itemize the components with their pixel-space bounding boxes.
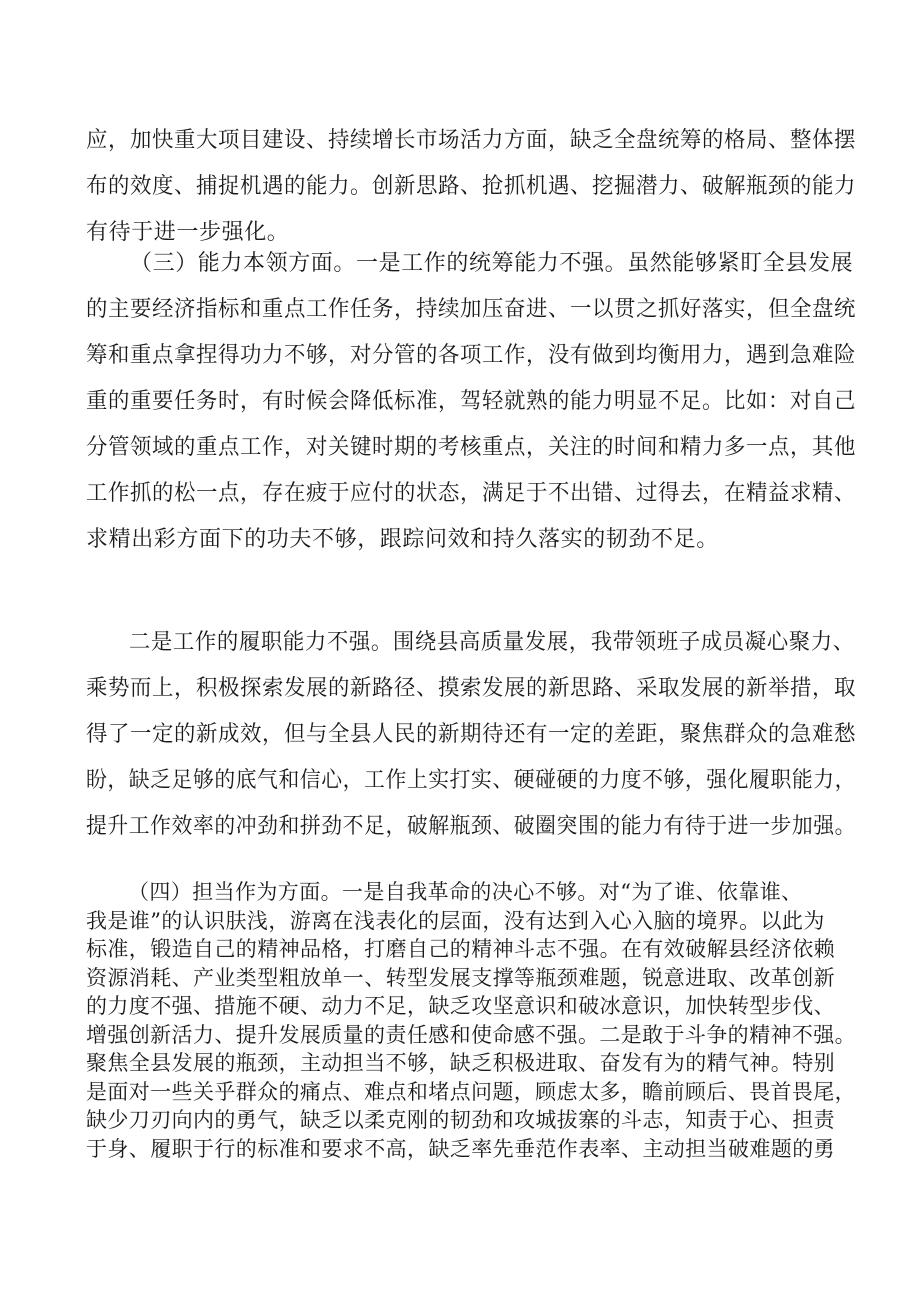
paragraph-line: （四）担当作为方面。一是自我革命的决心不够。对“为了谁、依靠谁、 [128, 880, 803, 904]
paragraph-line: 缺少刀刃向内的勇气，缺乏以柔克刚的韧劲和攻城拔寨的斗志，知责于心、担责 [86, 1108, 835, 1132]
paragraph-line: 分管领域的重点工作，对关键时期的考核重点，关注的时间和精力多一点，其他 [86, 435, 856, 460]
paragraph-4 [86, 878, 856, 1163]
paragraph-line: （三）能力本领方面。一是工作的统筹能力不强。虽然能够紧盯全县发展 [130, 251, 854, 276]
paragraph-line: 二是工作的履职能力不强。围绕县高质量发展，我带领班子成员凝心聚力、 [128, 630, 855, 655]
paragraph-line: 布的效度、捕捉机遇的能力。创新思路、抢抓机遇、挖掘潜力、破解瓶颈的能力 [86, 174, 856, 199]
paragraph-2 [86, 241, 856, 563]
paragraph-line: 于身、履职于行的标准和要求不高，缺乏率先垂范作表率、主动担当破难题的勇 [86, 1136, 835, 1161]
paragraph-line: 聚焦全县发展的瓶颈，主动担当不够，缺乏积极进取、奋发有为的精气神。特别 [86, 1051, 835, 1075]
paragraph-line: 筹和重点拿捏得功力不够，对分管的各项工作，没有做到均衡用力，遇到急难险 [86, 343, 856, 368]
paragraph-line: 乘势而上，积极探索发展的新路径、摸索发展的新思路、采取发展的新举措，取 [86, 676, 856, 701]
paragraph-1 [86, 118, 856, 256]
paragraph-line: 资源消耗、产业类型粗放单一、转型发展支撑等瓶颈难题，锐意进取、改革创新 [86, 965, 835, 990]
paragraph-line: 增强创新活力、提升发展质量的责任感和使命感不强。二是敢于斗争的精神不强。 [86, 1022, 857, 1047]
paragraph-line: 重的重要任务时，有时候会降低标准，驾轻就熟的能力明显不足。比如：对自己 [86, 389, 856, 414]
paragraph-line: 有待于进一步强化。 [86, 220, 290, 245]
paragraph-line: 我是谁”的认识肤浅，游离在浅表化的层面，没有达到入心入脑的境界。以此为 [86, 908, 825, 933]
paragraph-line: 标准，锻造自己的精神品格，打磨自己的精神斗志不强。在有效破解县经济依赖 [86, 937, 835, 961]
paragraph-line: 盼，缺乏足够的底气和信心，工作上实打实、硬碰硬的力度不够，强化履职能力， [86, 768, 856, 793]
paragraph-line: 提升工作效率的冲劲和拼劲不足，破解瓶颈、破圈突围的能力有待于进一步加强。 [86, 814, 856, 839]
paragraph-3 [86, 620, 856, 850]
paragraph-line: 的力度不强、措施不硬、动力不足，缺乏攻坚意识和破冰意识，加快转型步伐、 [86, 994, 835, 1018]
paragraph-line: 的主要经济指标和重点工作任务，持续加压奋进、一以贯之抓好落实，但全盘统 [86, 297, 856, 322]
paragraph-line: 应，加快重大项目建设、持续增长市场活力方面，缺乏全盘统筹的格局、整体摆 [86, 128, 856, 153]
paragraph-line: 是面对一些关乎群众的痛点、难点和堵点问题，顾虑太多，瞻前顾后、畏首畏尾， [86, 1079, 857, 1104]
paragraph-line: 工作抓的松一点，存在疲于应付的状态，满足于不出错、过得去，在精益求精、 [86, 481, 856, 506]
paragraph-line: 得了一定的新成效，但与全县人民的新期待还有一定的差距，聚焦群众的急难愁 [86, 722, 856, 747]
paragraph-line: 求精出彩方面下的功夫不够，跟踪问效和持久落实的韧劲不足。 [86, 527, 719, 552]
